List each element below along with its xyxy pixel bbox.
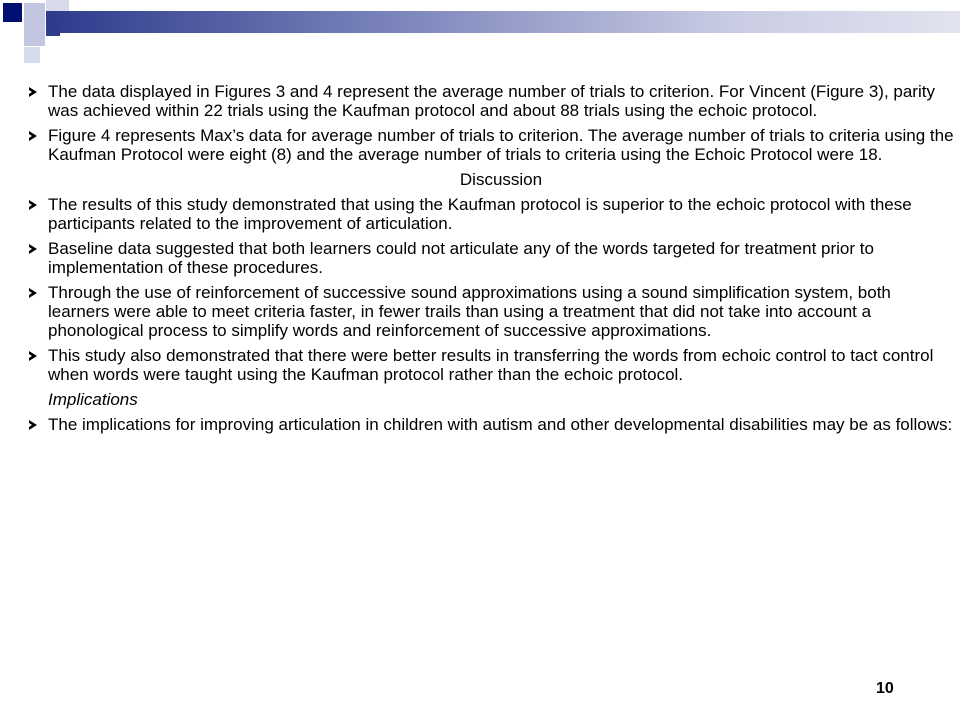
implications-heading: Implications [48,390,138,409]
decor-square [3,3,22,22]
bullet-item [28,283,954,340]
bullet-item [28,126,954,164]
bullet-text: Through the use of reinforcement of successive sound approximations using a sound simplification system, both learners were able to meet criteria faster, in fewer trails than using a treatment that did not take into account a phonological process to simplify words and reinforcement of successive approximations. [48,283,891,340]
arrow-bullet-icon [29,200,37,210]
decor-gradient-band [46,11,960,33]
arrow-bullet-icon [29,87,37,97]
bullet-item [28,195,954,233]
arrow-bullet-icon [29,131,37,141]
bullet-text: The results of this study demonstrated that using the Kaufman protocol is superior to the echoic protocol with these participants related to the improvement of articulation. [48,195,912,233]
bullet-item [28,239,954,277]
arrow-bullet-icon [29,288,37,298]
bullet-text: Baseline data suggested that both learners could not articulate any of the words targeted for treatment prior to implementation of these procedures. [48,239,874,277]
decor-square [24,3,45,24]
decor-square [24,24,45,46]
page-number: 10 [876,680,894,697]
bullet-text: This study also demonstrated that there were better results in transferring the words from echoic control to tact control when words were taught using the Kaufman protocol rather than the echoic protocol. [48,346,934,384]
arrow-bullet-icon [29,351,37,361]
slide-body [28,82,954,440]
header-decoration [0,0,960,70]
bullet-text: The implications for improving articulation in children with autism and other developmental disabilities may be as follows: [48,415,953,434]
decor-square [24,47,40,63]
bullet-text: The data displayed in Figures 3 and 4 represent the average number of trials to criterion. For Vincent (Figure 3), parity was achieved within 22 trials using the Kaufman protocol and about 88 trials using the echoic protocol. [48,82,935,120]
bullet-item [28,82,954,120]
decor-square [46,22,60,36]
bullet-item [28,415,954,434]
bullet-item [28,346,954,384]
arrow-bullet-icon [29,244,37,254]
bullet-text: Figure 4 represents Max’s data for average number of trials to criterion. The average number of trials to criteria using the Kaufman Protocol were eight (8) and the average number of trials to criteria using the Echoic Protocol were 18. [48,126,954,164]
discussion-heading: Discussion [459,170,543,189]
arrow-bullet-icon [29,420,37,430]
